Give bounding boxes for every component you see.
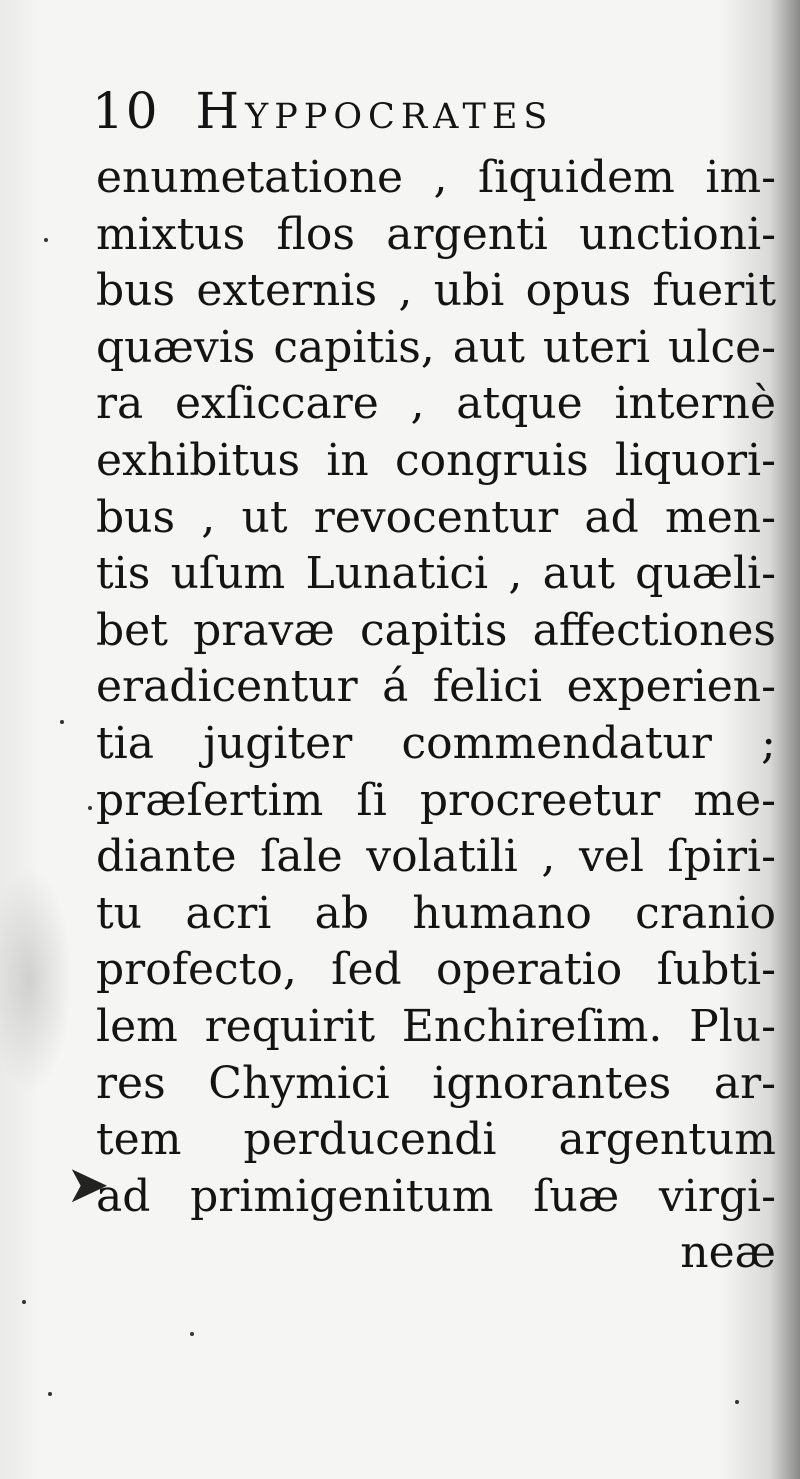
ink-speck [190,1332,194,1336]
text-line: tu acri ab humano cranio [96,887,776,939]
text-line: res Chymici ignorantes ar- [96,1057,776,1109]
text-line: bus externis , ubi opus fuerit [96,265,776,317]
text-line: profecto, ſed operatio ſubti- [96,944,776,996]
text-line: ad primigenitum ſuæ virgi- [96,1170,776,1222]
catchword: neæ [680,1227,776,1279]
text-line: eradicentur á felici experien- [96,661,776,713]
text-line: bet pravæ capitis affectiones [96,604,776,656]
text-line: quævis capitis, aut uteri ulce- [96,321,776,373]
ink-speck [44,238,48,242]
text-line: ra exſiccare , atque internè [96,378,776,430]
text-line: bus , ut revocentur ad men- [96,491,776,543]
text-line: præſertim ſi procreetur me- [96,774,776,826]
text-line: diante ſale volatili , vel ſpiri- [96,831,776,883]
text-line: tis uſum Lunatici , aut quæli- [96,548,776,600]
body-text [96,150,776,1282]
ink-speck [48,1392,52,1396]
ink-speck [60,720,64,724]
ink-speck [88,806,92,810]
text-line: tem perducendi argentum [96,1114,776,1166]
text-line: enumetatione , ſiquidem im- [96,152,776,203]
ink-speck [735,1400,739,1404]
page-number: 10 [92,82,160,140]
text-line: mixtus flos argenti unctioni- [96,208,776,260]
text-line: tia jugiter commendatur ; [96,717,776,769]
text-line: exhibitus in congruis liquori- [96,434,776,486]
ink-mark: ➤ [66,1155,110,1215]
page-header [92,82,772,144]
ink-speck [22,1300,26,1304]
text-line: lem requirit Enchireſim. Plu- [96,1000,776,1052]
running-head: Hyppocrates [195,82,554,140]
